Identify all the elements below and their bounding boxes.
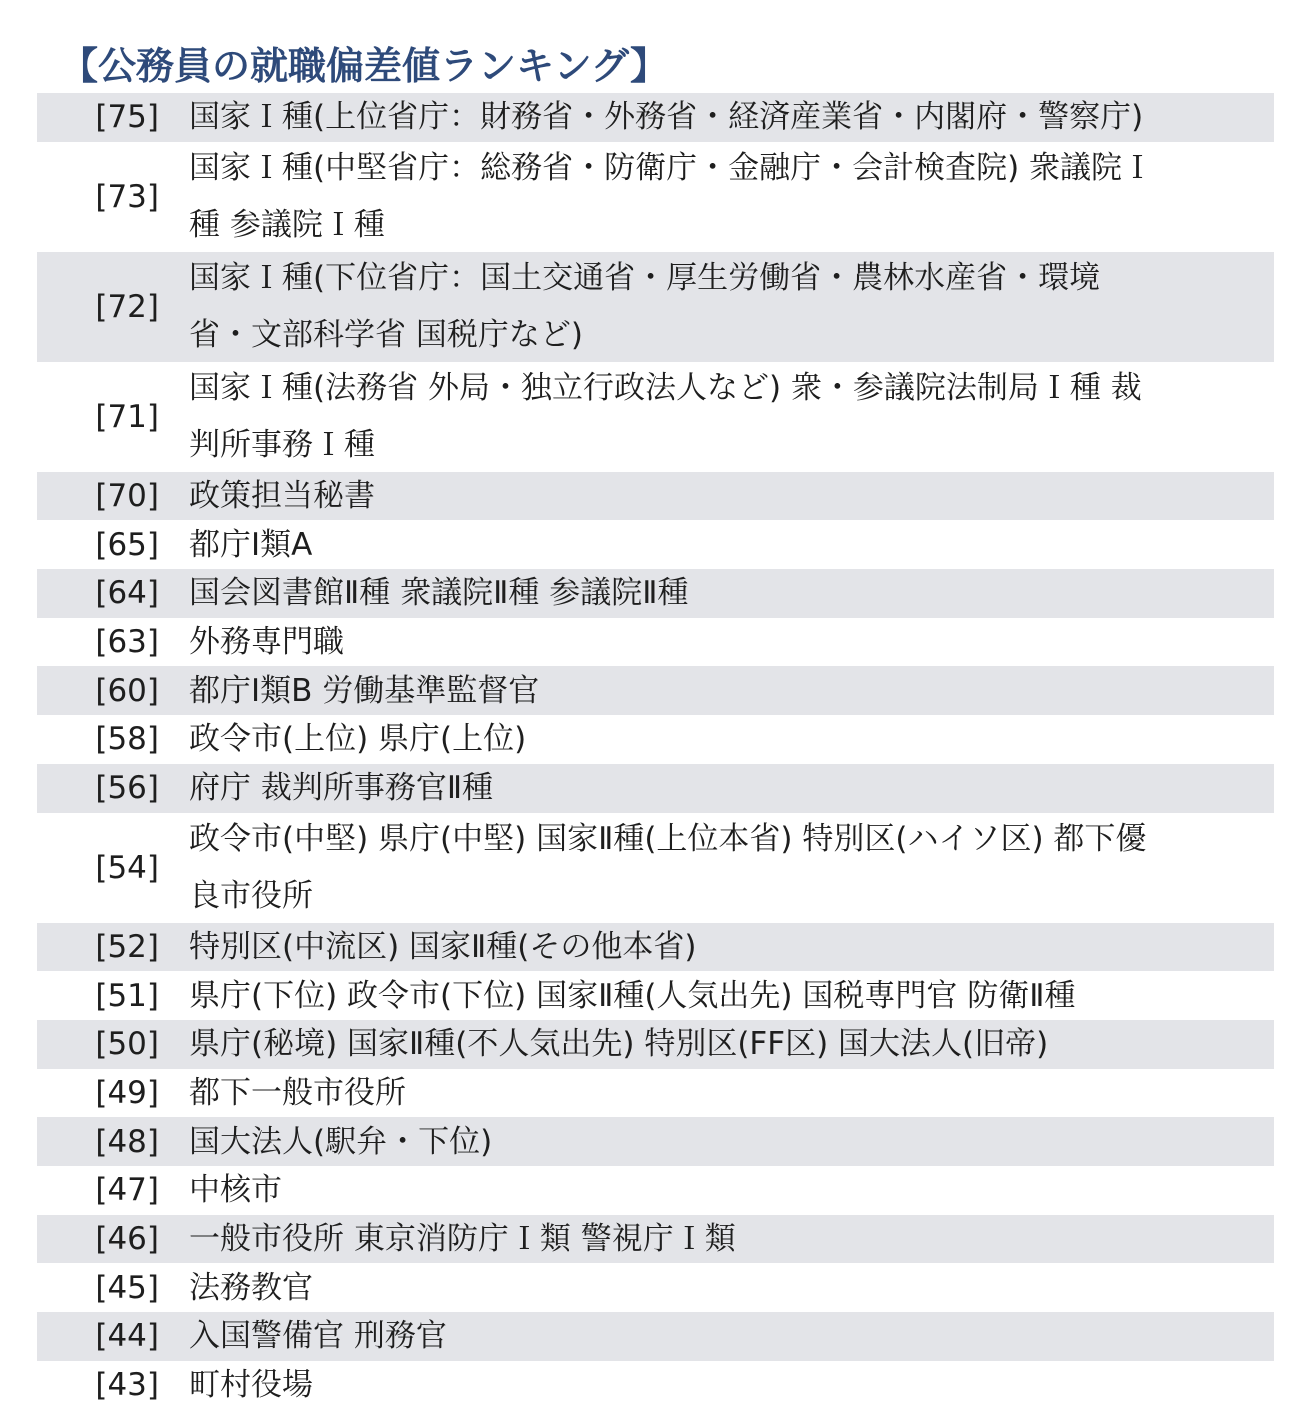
- description-line: 特別区(中流区) 国家Ⅱ種(その他本省): [189, 928, 697, 965]
- rank-score: [65]: [95, 526, 159, 563]
- description-line: 都下一般市役所: [189, 1074, 406, 1111]
- ranking-row: [37, 1117, 1274, 1166]
- ranking-row: [37, 666, 1274, 715]
- rank-score: [56]: [95, 770, 159, 807]
- rank-score: [43]: [95, 1367, 159, 1404]
- description-line: 入国警備官 刑務官: [189, 1318, 447, 1355]
- rank-score: [60]: [95, 672, 159, 709]
- ranking-row: [37, 1312, 1274, 1361]
- description-line: 国家Ｉ種(中堅省庁：総務省・防衛庁・金融庁・会計検査院) 衆議院Ｉ: [189, 149, 1154, 186]
- description-line: 都庁Ⅰ類A: [189, 526, 313, 563]
- rank-score: [70]: [95, 478, 159, 515]
- rank-description: [189, 250, 1274, 364]
- rank-score: [73]: [95, 178, 159, 215]
- ranking-row: [37, 520, 1274, 569]
- description-line: 外務専門職: [189, 624, 344, 661]
- ranking-row: [37, 1361, 1274, 1410]
- ranking-row: [37, 93, 1274, 142]
- description-line: 県庁(下位) 政令市(下位) 国家Ⅱ種(人気出先) 国税専門官 防衛Ⅱ種: [189, 977, 1076, 1014]
- rank-score: [52]: [95, 928, 159, 965]
- description-line: 都庁Ⅰ類B 労働基準監督官: [189, 672, 540, 709]
- ranking-row: [37, 1166, 1274, 1215]
- rank-score: [63]: [95, 624, 159, 661]
- description-line: 国家Ｉ種(下位省庁：国土交通省・厚生労働省・農林水産省・環境: [189, 259, 1101, 296]
- description-line: 国家Ｉ種(上位省庁：財務省・外務省・経済産業省・内閣府・警察庁): [189, 99, 1144, 136]
- rank-score: [71]: [95, 398, 159, 435]
- description-line: 良市役所: [189, 877, 313, 914]
- rank-score: [51]: [95, 977, 159, 1014]
- ranking-row: [37, 362, 1274, 472]
- ranking-row: [37, 1020, 1274, 1069]
- rank-score: [58]: [95, 721, 159, 758]
- ranking-table: [37, 93, 1274, 1409]
- rank-score: [72]: [95, 288, 159, 325]
- description-line: 政令市(上位) 県庁(上位): [189, 721, 527, 758]
- description-line: 一般市役所 東京消防庁Ｉ類 警視庁Ｉ類: [189, 1220, 736, 1257]
- ranking-row: [37, 813, 1274, 923]
- ranking-row: [37, 618, 1274, 667]
- rank-description: [189, 1356, 1274, 1414]
- rank-score: [46]: [95, 1220, 159, 1257]
- rank-score: [54]: [95, 849, 159, 886]
- description-line: 省・文部科学省 国税庁など): [189, 316, 583, 353]
- description-line: 法務教官: [189, 1269, 313, 1306]
- ranking-row: [37, 923, 1274, 972]
- ranking-row: [37, 252, 1274, 362]
- rank-score: [50]: [95, 1026, 159, 1063]
- ranking-row: [37, 569, 1274, 618]
- rank-score: [48]: [95, 1123, 159, 1160]
- rank-description: [189, 140, 1274, 254]
- page-title: 【公務員の就職偏差値ランキング】: [60, 44, 669, 88]
- ranking-row: [37, 142, 1274, 252]
- description-line: 判所事務Ｉ種: [189, 426, 375, 463]
- description-line: 府庁 裁判所事務官Ⅱ種: [189, 770, 494, 807]
- description-line: 町村役場: [189, 1367, 313, 1404]
- description-line: 国家Ｉ種(法務省 外局・独立行政法人など) 衆・参議院法制局Ｉ種 裁: [189, 369, 1142, 406]
- ranking-row: [37, 1215, 1274, 1264]
- rank-score: [75]: [95, 99, 159, 136]
- ranking-row: [37, 971, 1274, 1020]
- description-line: 中核市: [189, 1172, 282, 1209]
- rank-score: [44]: [95, 1318, 159, 1355]
- description-line: 国会図書館Ⅱ種 衆議院Ⅱ種 参議院Ⅱ種: [189, 575, 689, 612]
- description-line: 政令市(中堅) 県庁(中堅) 国家Ⅱ種(上位本省) 特別区(ハイソ区) 都下優: [189, 820, 1147, 857]
- description-line: 政策担当秘書: [189, 478, 375, 515]
- ranking-row: [37, 1069, 1274, 1118]
- rank-score: [49]: [95, 1074, 159, 1111]
- rank-score: [47]: [95, 1172, 159, 1209]
- ranking-row: [37, 764, 1274, 813]
- rank-score: [64]: [95, 575, 159, 612]
- description-line: 国大法人(駅弁・下位): [189, 1123, 493, 1160]
- rank-description: [189, 759, 1274, 817]
- ranking-row: [37, 1263, 1274, 1312]
- description-line: 県庁(秘境) 国家Ⅱ種(不人気出先) 特別区(FF区) 国大法人(旧帝): [189, 1026, 1049, 1063]
- ranking-row: [37, 715, 1274, 764]
- ranking-row: [37, 472, 1274, 521]
- rank-score: [45]: [95, 1269, 159, 1306]
- rank-description: [189, 811, 1274, 925]
- description-line: 種 参議院Ｉ種: [189, 206, 385, 243]
- rank-description: [189, 88, 1274, 146]
- rank-description: [189, 360, 1274, 474]
